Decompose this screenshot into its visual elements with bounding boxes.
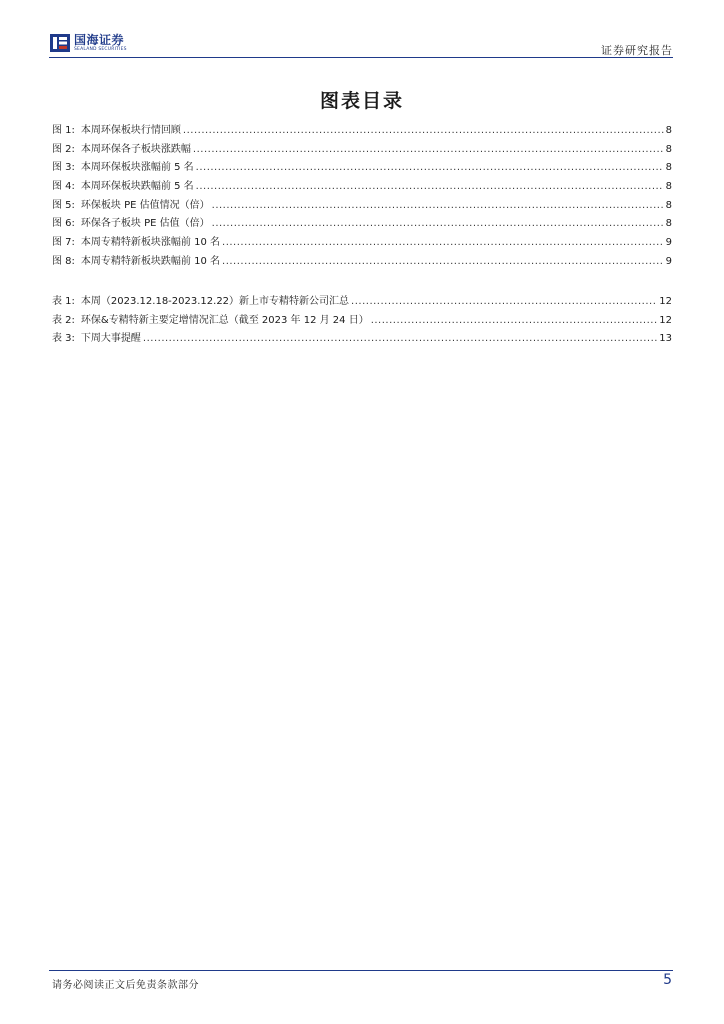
toc-leader (196, 162, 664, 173)
toc-title: 环保&专精特新主要定增情况汇总（截至 2023 年 12 月 24 日） (80, 314, 369, 326)
logo-cn-text: 国海证券 (74, 32, 125, 47)
toc-label: 图 5: (52, 199, 75, 211)
toc-page: 9 (665, 237, 672, 249)
toc-row-figure-6[interactable] (52, 214, 672, 233)
toc-title: 本周环保各子板块涨跌幅 (80, 143, 191, 155)
toc-page: 13 (659, 333, 672, 345)
toc-title: 本周专精特新板块涨幅前 10 名 (80, 237, 221, 249)
toc-title: 环保各子板块 PE 估值（倍） (80, 218, 210, 230)
toc-row-table-2[interactable] (52, 311, 672, 330)
toc-page: 8 (665, 125, 672, 136)
logo-en-text: SEALAND SECURITIES (74, 46, 127, 52)
toc-page: 8 (665, 181, 672, 193)
toc-label: 图 7: (52, 237, 75, 249)
toc-page: 12 (659, 314, 672, 326)
toc-row-figure-1[interactable] (52, 121, 672, 140)
table-toc (52, 292, 672, 348)
toc-leader (196, 181, 664, 192)
page-number: 5 (663, 972, 672, 988)
sealand-logo-icon (49, 32, 71, 54)
header-divider (49, 57, 673, 58)
toc-leader (351, 296, 657, 307)
toc-title: 本周环保板块涨幅前 5 名 (80, 162, 194, 174)
toc-title: 下周大事提醒 (80, 333, 141, 345)
toc-label: 表 1: (52, 296, 75, 307)
toc-row-figure-2[interactable] (52, 140, 672, 159)
toc-title: 本周（2023.12.18-2023.12.22）新上市专精特新公司汇总 (80, 296, 350, 307)
toc-title: 环保板块 PE 估值情况（倍） (80, 199, 210, 211)
toc-row-table-3[interactable] (52, 329, 672, 348)
toc-leader (371, 315, 658, 326)
toc-leader (212, 200, 664, 211)
toc-row-figure-8[interactable] (52, 252, 672, 271)
toc-leader (222, 237, 664, 248)
toc-leader (222, 256, 664, 267)
toc-label: 图 2: (52, 143, 75, 155)
toc-page: 8 (665, 143, 672, 155)
toc-page: 8 (665, 218, 672, 230)
toc-label: 图 3: (52, 162, 75, 174)
toc-leader (143, 333, 657, 344)
report-type: 证券研究报告 (601, 44, 673, 57)
toc-label: 图 8: (52, 255, 75, 267)
toc-leader (212, 218, 664, 229)
footer-divider (49, 970, 673, 971)
toc-page: 8 (665, 199, 672, 211)
page-header (49, 30, 673, 60)
toc-title: 本周专精特新板块跌幅前 10 名 (80, 255, 221, 267)
figure-toc (52, 121, 672, 271)
toc-row-figure-7[interactable] (52, 233, 672, 252)
page-title: 图表目录 (319, 90, 404, 112)
toc-leader (183, 125, 664, 136)
toc-row-figure-3[interactable] (52, 158, 672, 177)
toc-title: 本周环保板块行情回顾 (80, 125, 181, 136)
toc-row-table-1[interactable] (52, 292, 672, 311)
toc-label: 表 3: (52, 333, 75, 345)
toc-row-figure-5[interactable] (52, 196, 672, 215)
toc-leader (193, 144, 664, 155)
toc-label: 图 1: (52, 125, 75, 136)
toc-label: 图 6: (52, 218, 75, 230)
toc-title: 本周环保板块跌幅前 5 名 (80, 181, 194, 193)
toc-page: 9 (665, 255, 672, 267)
company-logo (49, 32, 127, 54)
toc-label: 表 2: (52, 314, 75, 326)
toc-label: 图 4: (52, 181, 75, 193)
toc-row-figure-4[interactable] (52, 177, 672, 196)
toc-page: 12 (659, 296, 672, 307)
disclaimer-note: 请务必阅读正文后免责条款部分 (52, 980, 199, 991)
toc-page: 8 (665, 162, 672, 174)
